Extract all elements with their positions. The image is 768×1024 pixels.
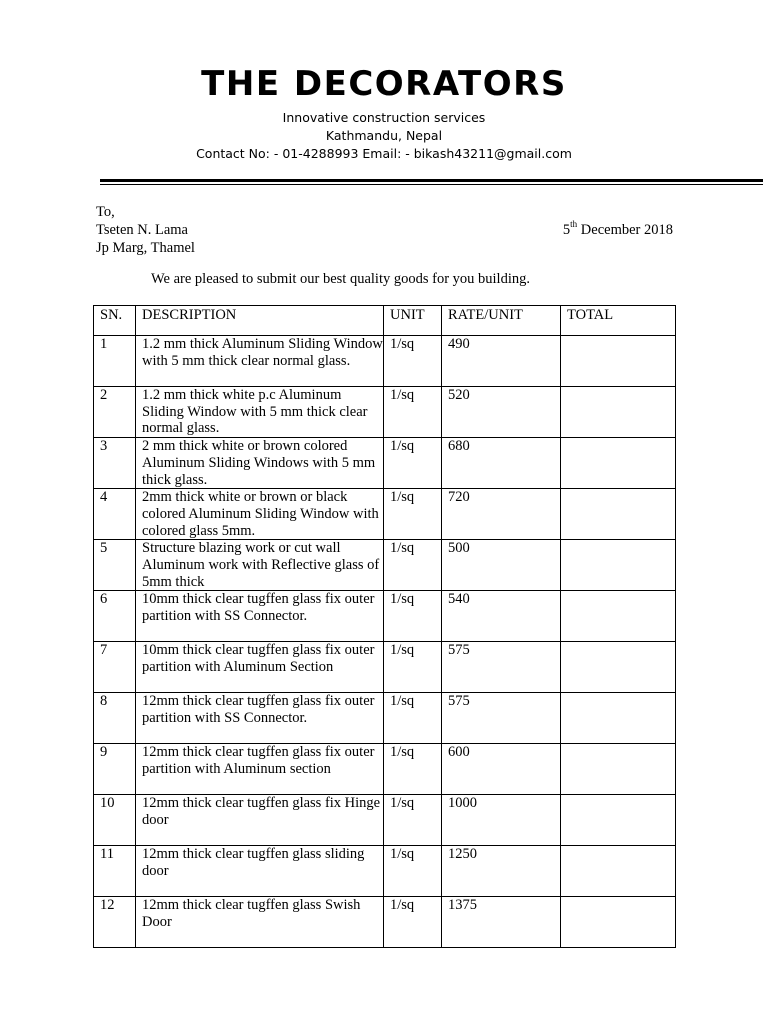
row-rate: 575 — [442, 642, 561, 693]
row-rate: 1375 — [442, 897, 561, 948]
header-divider-thin — [100, 184, 763, 185]
row-unit: 1/sq — [384, 744, 442, 795]
table-row — [94, 846, 676, 897]
row-rate: 540 — [442, 591, 561, 642]
quotation-table — [93, 305, 676, 948]
row-sn: 7 — [94, 642, 136, 693]
row-description: 2mm thick white or brown or black colored Aluminum Sliding Window with colored glass 5mm. — [136, 489, 384, 540]
row-unit: 1/sq — [384, 438, 442, 489]
row-total — [561, 642, 676, 693]
company-contact: Contact No: - 01-4288993 Email: - bikash43211@gmail.com — [196, 146, 572, 161]
row-sn: 8 — [94, 693, 136, 744]
row-sn: 6 — [94, 591, 136, 642]
row-description: 10mm thick clear tugffen glass fix outer partition with SS Connector. — [136, 591, 384, 642]
table-row — [94, 744, 676, 795]
row-rate: 680 — [442, 438, 561, 489]
table-row — [94, 591, 676, 642]
row-unit: 1/sq — [384, 846, 442, 897]
recipient-to-label: To, — [96, 204, 115, 220]
row-description: 12mm thick clear tugffen glass fix outer partition with SS Connector. — [136, 693, 384, 744]
table-row — [94, 693, 676, 744]
row-description: Structure blazing work or cut wall Aluminum work with Reflective glass of 5mm thick — [136, 540, 384, 591]
table-row — [94, 795, 676, 846]
row-unit: 1/sq — [384, 489, 442, 540]
row-sn: 9 — [94, 744, 136, 795]
row-sn: 4 — [94, 489, 136, 540]
row-unit: 1/sq — [384, 591, 442, 642]
row-sn: 1 — [94, 336, 136, 387]
recipient-name: Tseten N. Lama — [96, 222, 188, 238]
row-rate: 575 — [442, 693, 561, 744]
company-name: THE DECORATORS — [201, 64, 567, 104]
header-sn: SN. — [94, 306, 136, 336]
letter-date-day: 5 — [562, 222, 571, 238]
header-divider-thick — [100, 179, 763, 182]
row-sn: 2 — [94, 387, 136, 438]
table-row — [94, 336, 676, 387]
row-sn: 11 — [94, 846, 136, 897]
row-total — [561, 846, 676, 897]
company-tagline: Innovative construction services — [282, 110, 486, 125]
row-sn: 12 — [94, 897, 136, 948]
row-total — [561, 336, 676, 387]
header-total: TOTAL — [561, 306, 676, 336]
row-rate: 500 — [442, 540, 561, 591]
row-total — [561, 897, 676, 948]
row-total — [561, 744, 676, 795]
row-rate: 490 — [442, 336, 561, 387]
company-location: Kathmandu, Nepal — [325, 128, 443, 143]
row-total — [561, 795, 676, 846]
recipient-address: Jp Marg, Thamel — [96, 240, 195, 256]
row-unit: 1/sq — [384, 336, 442, 387]
table-row — [94, 438, 676, 489]
row-description: 12mm thick clear tugffen glass sliding door — [136, 846, 384, 897]
header-description: DESCRIPTION — [136, 306, 384, 336]
letter-date-month-year: December 2018 — [577, 222, 673, 238]
intro-paragraph: We are pleased to submit our best quality goods for you building. — [151, 271, 530, 287]
row-description: 12mm thick clear tugffen glass Swish Door — [136, 897, 384, 948]
row-description: 1.2 mm thick Aluminum Sliding Window with 5 mm thick clear normal glass. — [136, 336, 384, 387]
row-description: 10mm thick clear tugffen glass fix outer partition with Aluminum Section — [136, 642, 384, 693]
row-total — [561, 438, 676, 489]
row-description: 12mm thick clear tugffen glass fix outer partition with Aluminum section — [136, 744, 384, 795]
table-row — [94, 642, 676, 693]
row-total — [561, 693, 676, 744]
row-total — [561, 591, 676, 642]
row-total — [561, 540, 676, 591]
table-row — [94, 540, 676, 591]
row-rate: 520 — [442, 387, 561, 438]
row-rate: 720 — [442, 489, 561, 540]
header-unit: UNIT — [384, 306, 442, 336]
row-unit: 1/sq — [384, 642, 442, 693]
letter-date-suffix: th — [570, 219, 578, 230]
row-rate: 1250 — [442, 846, 561, 897]
row-rate: 600 — [442, 744, 561, 795]
row-description: 2 mm thick white or brown colored Aluminum Sliding Windows with 5 mm thick glass. — [136, 438, 384, 489]
letter-date — [563, 221, 673, 239]
table-row — [94, 387, 676, 438]
row-unit: 1/sq — [384, 795, 442, 846]
table-header-row — [94, 306, 676, 336]
table-row — [94, 489, 676, 540]
row-unit: 1/sq — [384, 387, 442, 438]
row-total — [561, 489, 676, 540]
row-description: 1.2 mm thick white p.c Aluminum Sliding Window with 5 mm thick clear normal glass. — [136, 387, 384, 438]
row-sn: 10 — [94, 795, 136, 846]
row-unit: 1/sq — [384, 897, 442, 948]
row-sn: 3 — [94, 438, 136, 489]
row-sn: 5 — [94, 540, 136, 591]
header-rate: RATE/UNIT — [442, 306, 561, 336]
table-row — [94, 897, 676, 948]
row-rate: 1000 — [442, 795, 561, 846]
row-total — [561, 387, 676, 438]
row-description: 12mm thick clear tugffen glass fix Hinge door — [136, 795, 384, 846]
row-unit: 1/sq — [384, 693, 442, 744]
row-unit: 1/sq — [384, 540, 442, 591]
